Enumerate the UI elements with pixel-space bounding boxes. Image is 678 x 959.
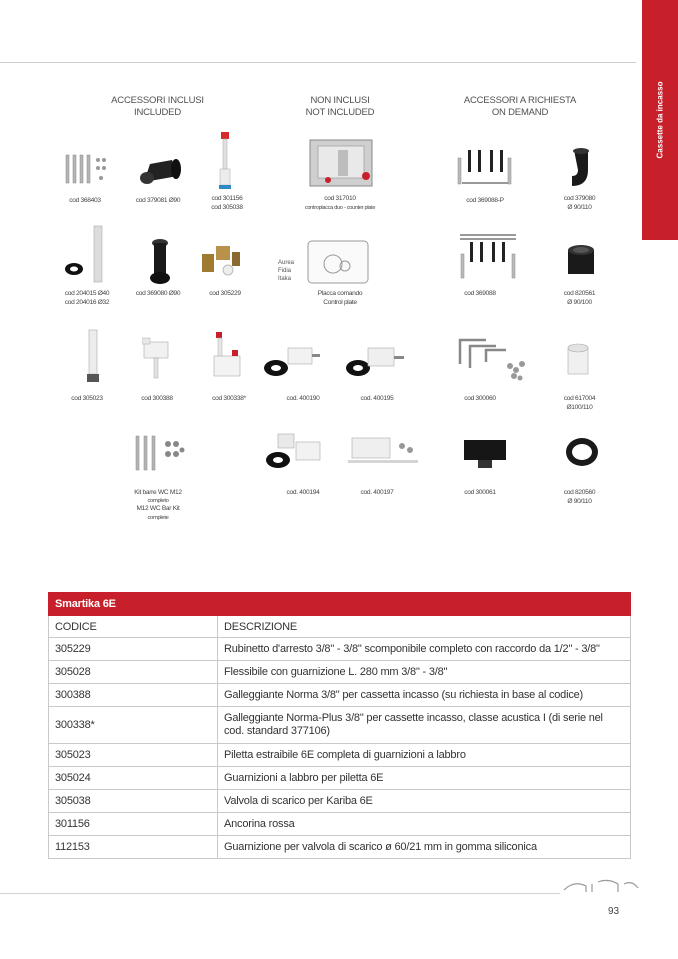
caption-369088: cod 369088 — [464, 290, 496, 297]
table-header-row — [49, 616, 631, 638]
row-description: Ancorina rossa — [218, 813, 631, 836]
header-included — [95, 95, 220, 119]
stop-valve-image — [198, 242, 244, 278]
kit-400194-image — [264, 432, 326, 470]
installation-kit-image — [456, 334, 528, 382]
caption-300338: cod 300338* — [212, 395, 246, 402]
caption-369080: cod 369080 Ø90 — [135, 290, 181, 297]
table-row — [49, 707, 631, 744]
caption-300060: cod 300060 — [464, 395, 496, 402]
page-number: 93 — [608, 906, 620, 917]
header-not-included-it: NON INCLUSI — [310, 95, 370, 106]
table-title-row — [49, 593, 631, 616]
caption-379080-sub: Ø 90/110 — [567, 204, 592, 211]
row-description: Piletta estraibile 6E completa di guarnizioni a labbro — [218, 744, 631, 767]
row-code: 305024 — [49, 767, 218, 790]
caption-820560: cod 820560 — [563, 489, 596, 496]
plate-variant-aurea: Aurea — [278, 260, 295, 266]
row-code: 300388 — [49, 684, 218, 707]
header-on-demand-it: ACCESSORI A RICHIESTA — [463, 95, 577, 106]
caption-379080: cod 379080 — [563, 195, 596, 202]
caption-kit-4: complete — [147, 515, 169, 521]
table-title-filler — [218, 593, 631, 616]
caption-820560-sub: Ø 90/110 — [567, 498, 592, 505]
pipe-ring-image — [64, 224, 108, 286]
wc-pipe-image — [146, 238, 174, 286]
caption-400190: cod. 400190 — [286, 395, 320, 402]
wc-connector-image — [138, 154, 184, 188]
table-row — [49, 744, 631, 767]
row-description: Galleggiante Norma 3/8" per cassetta incasso (su richiesta in base al codice) — [218, 684, 631, 707]
caption-placca-1: Placca comando — [317, 290, 363, 297]
caption-204016: cod 204016 Ø32 — [64, 299, 110, 306]
table-title: Smartika 6E — [49, 593, 218, 616]
row-code: 305028 — [49, 661, 218, 684]
row-code: 112153 — [49, 836, 218, 859]
counter-plate-frame-image — [308, 138, 378, 192]
caption-400197: cod. 400197 — [360, 489, 394, 496]
float-valve-plus-image — [210, 330, 244, 382]
kit-400190-image — [262, 344, 322, 378]
float-valve-image — [142, 336, 172, 382]
table-row — [49, 836, 631, 859]
caption-301156: cod 301156 — [211, 195, 243, 202]
table-row — [49, 661, 631, 684]
kit-400197-image — [346, 436, 420, 468]
caption-820561-sub: Ø 90/100 — [567, 299, 592, 306]
row-description: Guarnizioni a labbro per piletta 6E — [218, 767, 631, 790]
parts-table — [48, 592, 631, 859]
header-included-it: ACCESSORI INCLUSI — [111, 95, 204, 106]
white-sleeve-image — [564, 342, 592, 378]
caption-305229: cod 305229 — [209, 290, 241, 297]
row-description: Rubinetto d'arresto 3/8" - 3/8" scomponibile completo con raccordo da 1/2" - 3/8" — [218, 638, 631, 661]
table-row — [49, 790, 631, 813]
caption-617004-sub: Ø100/110 — [566, 404, 593, 411]
row-description: Galleggiante Norma-Plus 3/8" per cassette incasso, classe acustica I (di serie nel cod. standard 377106) — [218, 707, 631, 744]
row-code: 305023 — [49, 744, 218, 767]
row-description: Flessibile con guarnizione L. 280 mm 3/8" - 3/8" — [218, 661, 631, 684]
row-description: Guarnizione per valvola di scarico ø 60/21 mm in gomma siliconica — [218, 836, 631, 859]
row-description: Valvola di scarico per Kariba 6E — [218, 790, 631, 813]
bottom-divider — [0, 893, 560, 894]
caption-400194: cod. 400194 — [286, 489, 320, 496]
row-code: 300338* — [49, 707, 218, 744]
plate-variant-fidia: Fidia — [278, 268, 292, 274]
bracket-rods-image — [64, 152, 108, 188]
col-header-code: CODICE — [49, 616, 218, 638]
header-on-demand-en: ON DEMAND — [491, 107, 549, 118]
black-sleeve-image — [564, 244, 600, 278]
header-on-demand — [450, 95, 590, 119]
header-not-included — [290, 95, 390, 119]
table-row — [49, 767, 631, 790]
kit-400195-image — [344, 344, 406, 378]
flush-valve-image — [216, 130, 234, 192]
caption-kit-2: completo — [147, 498, 169, 504]
caption-300388: cod 300388 — [141, 395, 173, 402]
caption-kit-1: Kit barre WC M12 — [134, 489, 182, 496]
caption-204015: cod 204015 Ø40 — [64, 290, 110, 297]
table-row — [49, 684, 631, 707]
bracket-kit-2-image — [458, 232, 518, 282]
caption-317010: cod 317010 — [324, 195, 356, 202]
caption-369088-p: cod 369088-P — [466, 197, 504, 204]
caption-400195: cod. 400195 — [360, 395, 394, 402]
caption-379081: cod 379081 Ø90 — [135, 197, 181, 204]
caption-305023: cod 305023 — [71, 395, 103, 402]
plate-variants — [278, 259, 294, 283]
caption-300061: cod 300061 — [464, 489, 496, 496]
caption-368403: cod 368403 — [69, 197, 101, 204]
caption-kit-3: M12 WC Bar Kit — [136, 505, 180, 512]
caption-placca-2: Control plate — [323, 299, 357, 306]
caption-820561: cod 820561 — [563, 290, 596, 297]
row-code: 305038 — [49, 790, 218, 813]
caption-317010-sub: controplacca duo - counter plate — [304, 205, 376, 211]
row-code: 305229 — [49, 638, 218, 661]
caption-305038: cod 305038 — [211, 204, 243, 211]
top-divider — [0, 62, 636, 63]
wc-bar-kit-image — [134, 432, 188, 474]
control-plate-image — [307, 240, 369, 284]
elbow-bend-image — [566, 146, 598, 190]
extractable-drain-image — [86, 328, 100, 384]
table-row — [49, 638, 631, 661]
col-header-description: DESCRIZIONE — [218, 616, 631, 638]
section-side-tab-label: Cassette da incasso — [655, 81, 665, 159]
row-code: 301156 — [49, 813, 218, 836]
header-not-included-en: NOT INCLUDED — [305, 107, 375, 118]
plate-variant-itaka: Itaka — [278, 276, 292, 282]
caption-617004: cod 617004 — [563, 395, 596, 402]
section-side-tab — [642, 0, 678, 240]
black-ring-image — [564, 436, 600, 468]
header-included-en: INCLUDED — [134, 107, 181, 118]
support-frame-image — [460, 436, 510, 470]
bracket-kit-image — [456, 148, 518, 188]
decorative-wave-icon — [562, 876, 640, 896]
table-row — [49, 813, 631, 836]
